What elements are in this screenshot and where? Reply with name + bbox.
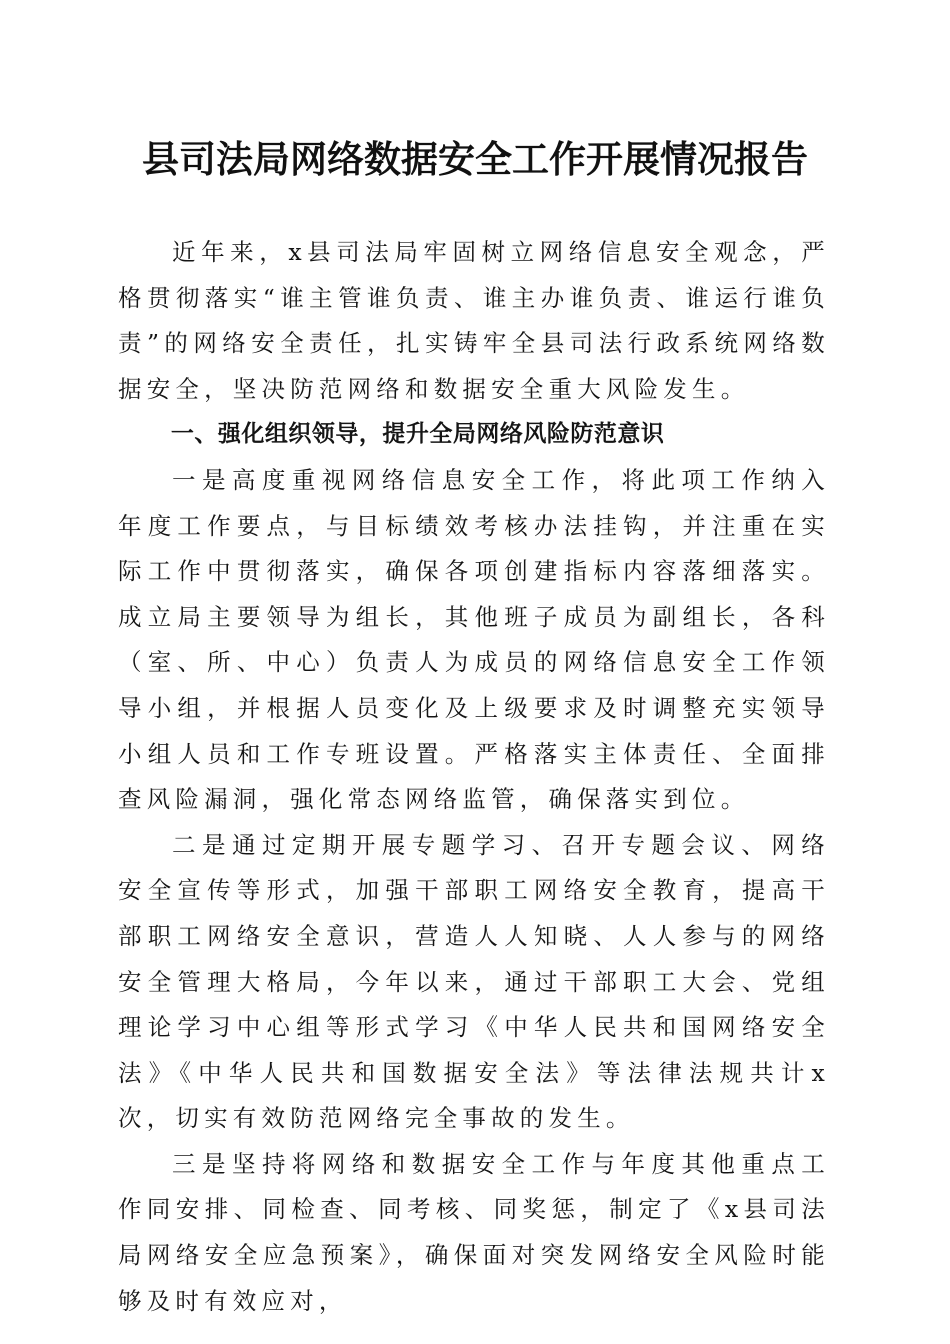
- document-title: 县司法局网络数据安全工作开展情况报告: [142, 137, 808, 181]
- section-heading: 一、强化组织领导，提升全局网络风险防范意识: [170, 421, 665, 448]
- paragraph-1: 一是高度重视网络信息安全工作，将此项工作纳入年度工作要点，与目标绩效考核办法挂钩，并注重在实际工作中贯彻落实，确保各项创建指标内容落细落实。成立局主要领导为组长，其他班子成员为副组长，各科（室、所、中心）负责人为成员的网络信息安全工作领导小组，并根据人员变化及上级要求及时调整充实领导小组人员和工作专班设置。严格落实主体责任、全面排查风险漏洞，强化常态网络监管，确保落实到位。: [118, 465, 830, 814]
- paragraph-3: 三是坚持将网络和数据安全工作与年度其他重点工作同安排、同检查、同考核、同奖惩，制定了《x县司法局网络安全应急预案》，确保面对突发网络安全风险时能够及时有效应对，: [118, 1149, 830, 1315]
- paragraph-2: 二是通过定期开展专题学习、召开专题会议、网络安全宣传等形式，加强干部职工网络安全教育，提高干部职工网络安全意识，营造人人知晓、人人参与的网络安全管理大格局，今年以来，通过干部职工大会、党组理论学习中心组等形式学习《中华人民共和国网络安全法》《中华人民共和国数据安全法》等法律法规共计x次，切实有效防范网络完全事故的发生。: [118, 830, 830, 1133]
- document-body: [118, 230, 830, 1324]
- intro-paragraph: 近年来，x县司法局牢固树立网络信息安全观念，严格贯彻落实“谁主管谁负责、谁主办谁负责、谁运行谁负责”的网络安全责任，扎实铸牢全县司法行政系统网络数据安全，坚决防范网络和数据安全重大风险发生。: [118, 238, 830, 403]
